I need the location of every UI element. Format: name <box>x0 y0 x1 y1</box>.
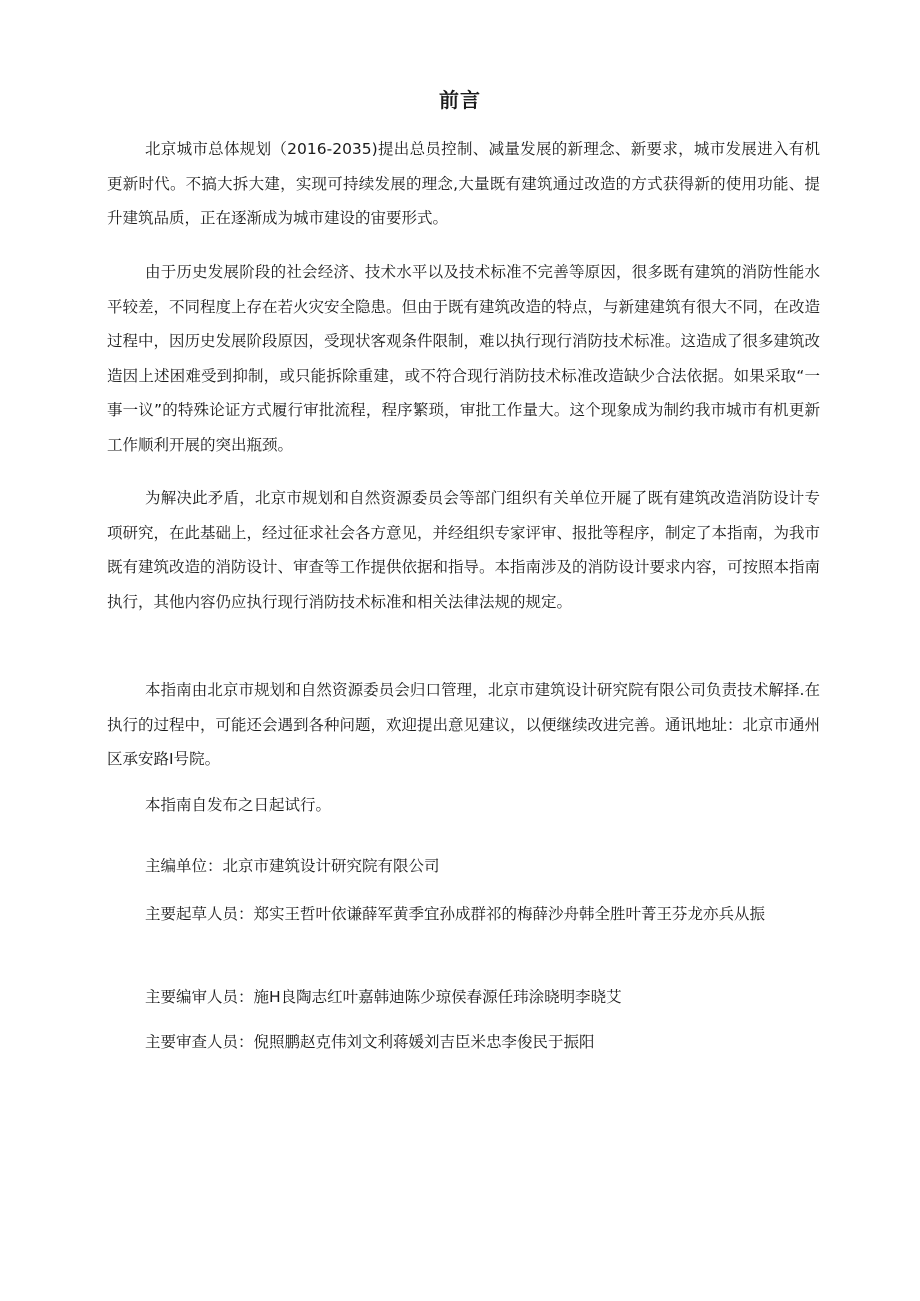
paragraph-background: 由于历史发展阶段的社会经济、技术水平以及技术标准不完善等原因，很多既有建筑的消防性能水平较差，不同程度上存在若火灾安全隐患。但由于既有建筑改造的特点，与新建建筑有很大不同，在改造过程中，因历史发展阶段原因，受现状客观条件限制，难以执行现行消防技术标准。这造成了很多建筑改造因上述困难受到抑制，或只能拆除重建，或不符合现行消防技术标准改造缺少合法依据。如果采取“一事一议”的特殊论证方式履行审批流程，程序繁琐，审批工作量大。这个现象成为制约我市城市有机更新工作顺利开展的突出瓶颈。 <box>107 263 821 454</box>
page-title: 前言 <box>439 88 481 112</box>
chief-unit: 主编单位：北京市建筑设计研究院有限公司 <box>145 857 440 875</box>
paragraph-purpose: 为解决此矛盾，北京市规划和自然资源委员会等部门组织有关单位开屣了既有建筑改造消防设计专项研究，在此基础上，经过征求社会各方意见，并经组织专家评审、报批等程序，制定了本指南，为我市既有建筑改造的消防设计、审查等工作提供依据和指导。本指南涉及的消防设计要求内容，可按照本指南执行，其他内容仍应执行现行消防技术标准和相关法律法规的规定。 <box>107 489 821 611</box>
reviewers-list: 主要审查人员：倪照鹏赵克伟刘文利蒋媛刘吉臣米忠李俊民于振阳 <box>145 1033 595 1051</box>
trial-statement: 本指南自发布之日起试行。 <box>145 796 332 814</box>
paragraph-management: 本指南由北京市规划和自然资源委员会归口管理，北京市建筑设计研究院有限公司负责技术解择.在执行的过程中，可能还会遇到各种问题，欢迎提出意见建议，以便继续改进完善。通讯地址：北京市通州区承安路I号院。 <box>107 681 821 768</box>
paragraph-intro: 北京城市总体规划（2016-2035)提出总员控制、减量发展的新理念、新要求，城市发展进入有机更新时代。不搞大拆大建，实现可持续发展的理念,大量既有建筑通过改造的方式获得新的使用功能、提升建筑品质，正在逐渐成为城市建设的宙要形式。 <box>107 140 820 227</box>
drafters-list: 主要起草人员：郑实王哲叶依谦薛军黄季宜孙成群祁的梅薛沙舟韩全胜叶菁王芬龙亦兵从振 <box>145 905 766 923</box>
editors-list: 主要编审人员：施H良陶志红叶嘉韩迪陈少琼侯春源任玮涂晓明李晓艾 <box>145 988 622 1006</box>
